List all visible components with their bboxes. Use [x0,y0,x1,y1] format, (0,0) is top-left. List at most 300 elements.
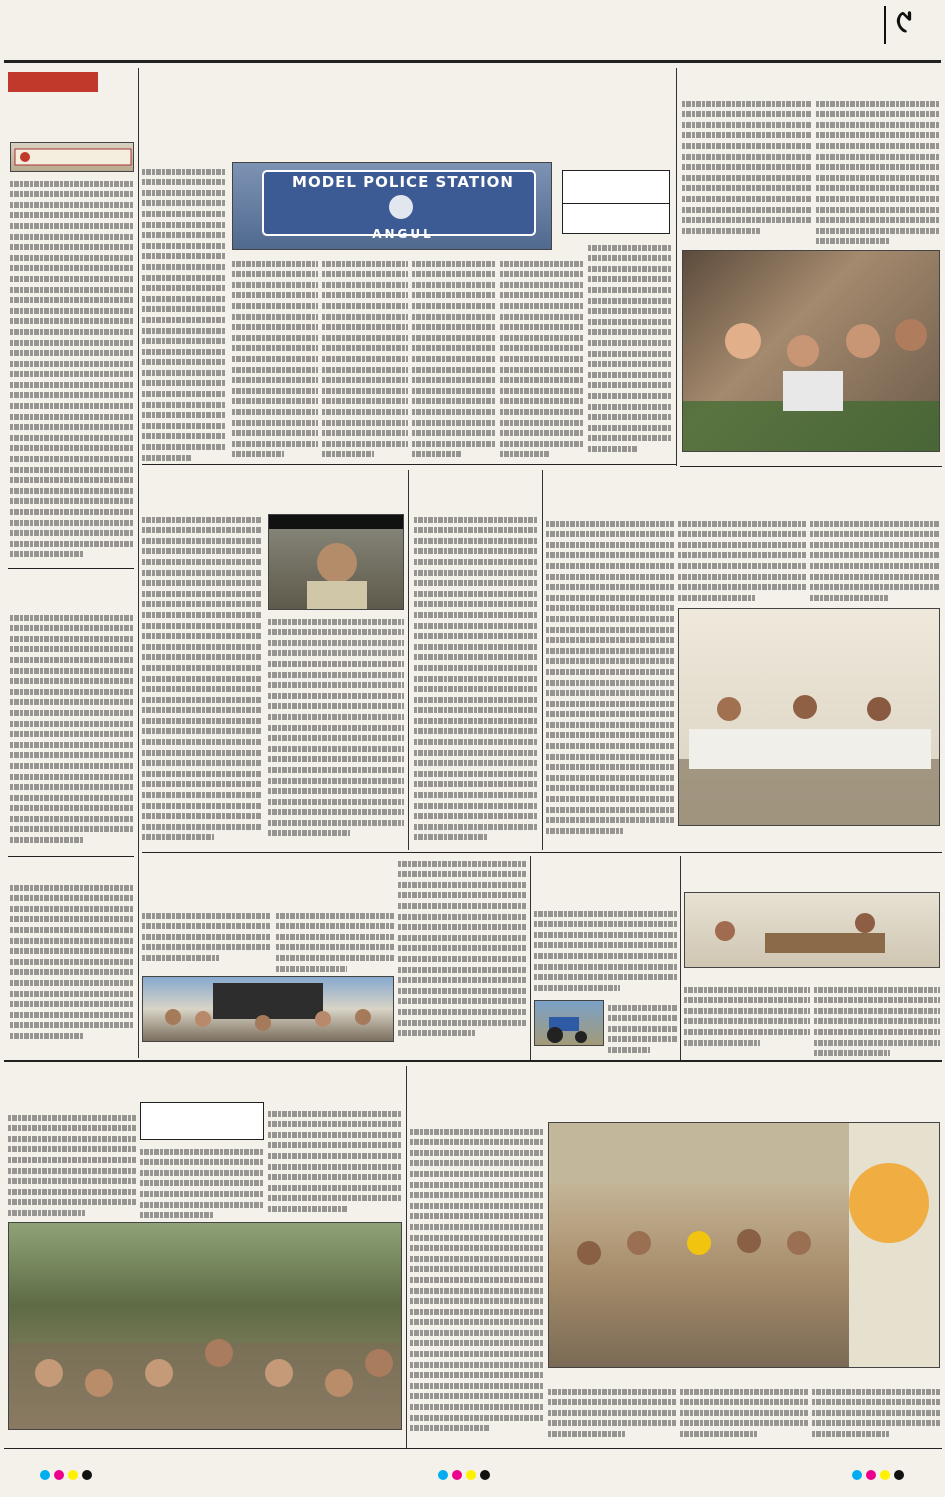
text-line [414,665,538,671]
text-line [268,682,404,688]
text-line [500,398,584,404]
body-text-lines [10,885,134,1039]
body-text-lines [682,101,812,234]
text-line [814,1029,940,1035]
text-line [232,367,318,373]
gupchup-photo-title [269,515,404,529]
text-line [268,1121,402,1127]
text-line [10,636,134,642]
text-line [414,739,538,745]
text-line [548,1410,676,1416]
text-line [414,718,538,724]
text-line [414,527,538,533]
text-line [412,271,496,277]
body-text-lines [142,913,270,961]
yellow-dot-icon [68,1470,78,1480]
text-line [682,217,812,223]
meeting-room-icon [679,609,940,826]
body-text-lines [500,261,584,458]
text-line [588,382,672,388]
text-line [546,669,674,675]
text-line [588,319,672,325]
text-line [414,707,538,713]
revenue-col-1 [546,516,674,848]
text-line [548,1431,625,1437]
text-line [816,143,940,149]
society-subhead [141,1103,263,1105]
text-line [534,974,678,980]
text-line [268,767,404,773]
mango-col-1 [410,1124,544,1436]
text-line [682,164,812,170]
workers-col-2 [276,908,394,972]
magenta-dot-icon [452,1470,462,1480]
text-line [546,616,674,622]
text-line [412,367,496,373]
text-line [142,824,262,830]
text-line [398,882,526,888]
text-line [322,409,408,415]
text-line [412,324,496,330]
text-line [142,834,214,840]
text-line [268,650,404,656]
text-line [268,1164,402,1170]
text-line [816,111,940,117]
text-line [268,1153,402,1159]
text-line [816,101,940,107]
text-line [410,1129,544,1135]
text-line [142,433,226,439]
text-line [142,718,262,724]
text-line [142,813,262,819]
text-line [588,414,672,420]
text-line [588,287,672,293]
text-line [410,1235,544,1241]
text-line [142,211,226,217]
text-line [546,701,674,707]
text-line [500,409,584,415]
text-line [682,207,812,213]
secretaries-col-1 [684,982,810,1058]
text-line [10,805,134,811]
text-line [142,253,226,259]
text-line [588,340,672,346]
text-line [276,966,347,972]
text-line [588,446,638,452]
text-line [10,774,134,780]
text-line [414,644,538,650]
text-line [10,477,134,483]
text-line [546,531,674,537]
text-line [10,615,134,621]
workers-col-1 [142,908,270,972]
text-line [678,574,806,580]
text-line [232,398,318,404]
text-line [398,1020,526,1026]
text-line [410,1298,544,1304]
text-line [142,633,262,639]
text-line [232,441,318,447]
text-line [682,143,812,149]
text-line [10,255,134,261]
text-line [678,531,806,537]
text-line [322,271,408,277]
text-line [10,699,134,705]
text-line [10,1022,134,1028]
text-line [414,517,538,523]
magenta-dot-icon [866,1470,876,1480]
dance-photo-prize [682,250,940,452]
text-line [322,345,408,351]
text-line [588,351,672,357]
text-line [8,1157,136,1163]
text-line [268,1206,348,1212]
text-line [414,781,538,787]
text-line [142,285,226,291]
body-text-lines [810,521,940,601]
text-line [500,335,584,341]
text-line [588,361,672,367]
text-line [414,686,538,692]
revenue-photo-meeting [678,608,940,826]
text-line [414,813,538,819]
text-line [410,1224,544,1230]
text-line [398,998,526,1004]
text-line [500,261,584,267]
text-line [10,382,134,388]
text-line [268,640,404,646]
text-line [500,388,584,394]
text-line [678,542,806,548]
society-photo-gathering [8,1222,402,1430]
text-line [682,196,812,202]
text-line [414,580,538,586]
lead-col-6 [588,240,672,462]
text-line [546,732,674,738]
text-line [142,222,226,228]
text-line [588,266,672,272]
text-line [534,921,678,927]
text-line [500,367,584,373]
sidebar-photo-signboard [10,142,134,172]
text-line [414,570,538,576]
text-line [322,451,374,457]
text-line [546,690,674,696]
text-line [10,885,134,891]
text-line [232,261,318,267]
text-line [142,264,226,270]
text-line [10,212,134,218]
text-line [588,276,672,282]
text-line [410,1245,544,1251]
text-line [500,356,584,362]
text-line [546,574,674,580]
text-line [816,238,890,244]
text-line [10,1001,134,1007]
text-line [268,809,404,815]
text-line [232,314,318,320]
text-line [142,423,226,429]
lead-col-1 [142,164,226,462]
text-line [268,799,404,805]
body-text-lines [608,1005,678,1053]
print-registration-marks-center [438,1470,490,1480]
text-line [10,959,134,965]
text-line [684,1008,810,1014]
text-line [816,154,940,160]
crowd-gathering-icon [9,1223,402,1430]
text-line [412,356,496,362]
text-line [500,271,584,277]
text-line [546,722,674,728]
black-dot-icon [894,1470,904,1480]
text-line [10,991,134,997]
inauguration-icon [549,1123,940,1368]
text-line [682,228,760,234]
text-line [140,1149,264,1155]
text-line [142,243,226,249]
text-line [410,1139,544,1145]
text-line [10,498,134,504]
text-line [142,538,262,544]
text-line [398,988,526,994]
text-line [268,619,404,625]
tractor-icon [535,1001,604,1046]
text-line [10,350,134,356]
text-line [10,488,134,494]
text-line [142,601,262,607]
text-line [142,380,226,386]
text-line [142,190,226,196]
text-line [810,574,940,580]
text-line [276,923,394,929]
text-line [10,202,134,208]
text-line [548,1399,676,1405]
text-line [412,420,496,426]
sidebar-story-2-text [10,610,134,854]
text-line [414,803,538,809]
sidebar-story-1-text [10,176,134,568]
text-line [10,414,134,420]
text-line [810,552,940,558]
text-line [232,271,318,277]
text-line [8,1189,136,1195]
text-line [10,318,134,324]
text-line [546,542,674,548]
body-text-lines [268,619,404,837]
text-line [10,467,134,473]
text-line [546,648,674,654]
text-line [142,370,226,376]
text-line [608,1047,650,1053]
text-line [268,830,350,836]
text-line [410,1340,544,1346]
text-line [10,297,134,303]
text-line [684,987,810,993]
text-line [680,1399,808,1405]
text-line [142,803,262,809]
text-line [10,541,134,547]
text-line [142,444,226,450]
text-line [142,580,262,586]
text-line [142,665,262,671]
text-line [546,785,674,791]
text-line [10,371,134,377]
text-line [398,914,526,920]
society-col-2 [140,1144,264,1220]
text-line [412,441,496,447]
text-line [10,1033,84,1039]
text-line [412,409,496,415]
text-line [142,455,192,461]
text-line [142,934,270,940]
body-text-lines [414,517,538,841]
body-text-lines [814,987,940,1057]
sidebar-story-3-text [10,880,134,1048]
portrait-icon [269,515,404,610]
text-line [142,923,270,929]
text-line [398,924,526,930]
text-line [414,601,538,607]
text-line [412,377,496,383]
fine-col-1 [534,906,678,1000]
text-line [814,987,940,993]
text-line [546,605,674,611]
text-line [232,356,318,362]
text-line [142,591,262,597]
text-line [322,303,408,309]
text-line [276,944,394,950]
text-line [414,623,538,629]
text-line [142,412,226,418]
text-line [534,985,620,991]
text-line [534,942,678,948]
text-line [232,420,318,426]
text-line [684,997,810,1003]
masthead [0,0,945,62]
text-line [412,303,496,309]
society-col-1 [8,1110,136,1220]
text-line [232,303,318,309]
text-line [142,781,262,787]
sidebar-headline-1 [10,100,130,140]
fine-headline [534,860,678,904]
text-line [684,1029,810,1035]
text-line [10,795,134,801]
society-col-3 [268,1106,402,1220]
cyan-dot-icon [852,1470,862,1480]
text-line [8,1136,136,1142]
text-line [410,1150,544,1156]
dance-headline [682,70,940,92]
text-line [322,367,408,373]
text-line [546,563,674,569]
text-line [142,955,219,961]
text-line [398,871,526,877]
lead-bullet-1 [563,171,669,203]
text-line [412,261,496,267]
group-photo-icon [143,977,394,1042]
text-line [10,530,134,536]
text-line [588,308,672,314]
body-text-lines [684,987,810,1046]
text-line [414,676,538,682]
text-line [410,1160,544,1166]
text-line [140,1212,214,1218]
secretaries-photo-meeting [684,892,940,968]
text-line [412,292,496,298]
text-line [142,391,226,397]
text-line [10,329,134,335]
text-line [680,1389,808,1395]
text-line [142,707,262,713]
text-line [268,629,404,635]
text-line [816,196,940,202]
text-line [548,1389,676,1395]
text-line [546,658,674,664]
text-line [410,1213,544,1219]
text-line [10,826,134,832]
text-line [588,329,672,335]
text-line [816,217,940,223]
body-text-lines [10,181,134,558]
text-line [268,693,404,699]
text-line [10,1012,134,1018]
text-line [142,200,226,206]
text-line [410,1351,544,1357]
text-line [680,1431,757,1437]
text-line [678,552,806,558]
text-line [142,306,226,312]
dance-col-1 [682,96,812,246]
text-line [10,689,134,695]
text-line [142,676,262,682]
text-line [8,1178,136,1184]
text-line [588,245,672,251]
text-line [10,625,134,631]
text-line [414,771,538,777]
text-line [142,527,262,533]
text-line [410,1266,544,1272]
body-text-lines [232,261,318,458]
text-line [322,430,408,436]
text-line [414,591,538,597]
text-line [322,282,408,288]
text-line [414,760,538,766]
text-line [142,944,270,950]
text-line [142,232,226,238]
text-line [10,361,134,367]
text-line [232,377,318,383]
text-line [414,633,538,639]
text-line [232,388,318,394]
text-line [8,1115,136,1121]
text-line [142,612,262,618]
text-line [142,328,226,334]
sidebar-headline-2 [10,572,134,608]
text-line [10,340,134,346]
text-line [410,1182,544,1188]
text-line [142,686,262,692]
text-line [398,892,526,898]
text-line [10,657,134,663]
sidebar-label-box [8,72,98,92]
body-text-lines [322,261,408,458]
text-line [682,185,812,191]
text-line [142,644,262,650]
body-text-lines [546,521,674,834]
text-line [10,721,134,727]
